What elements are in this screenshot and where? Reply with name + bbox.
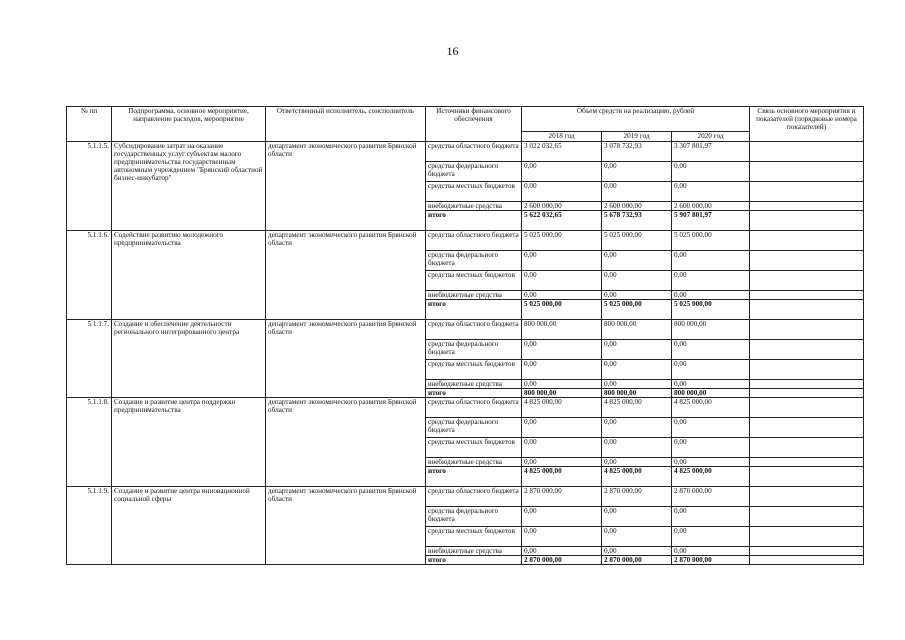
funding-source: средства местных бюджетов	[426, 182, 522, 202]
amount-2020: 0,00	[672, 380, 750, 389]
amount-2019: 4 825 000,00	[602, 467, 672, 487]
funding-source: итого	[426, 467, 522, 487]
table-row	[67, 398, 864, 418]
indicator-link-cell	[750, 487, 864, 507]
funding-source: средства областного бюджета	[426, 231, 522, 251]
indicator-link-cell	[750, 389, 864, 398]
amount-2020: 4 825 000,00	[672, 467, 750, 487]
funding-source: итого	[426, 211, 522, 231]
amount-2020: 0,00	[672, 251, 750, 271]
indicator-link-cell	[750, 340, 864, 360]
amount-2020: 5 907 801,97	[672, 211, 750, 231]
funding-source: средства областного бюджета	[426, 320, 522, 340]
amount-2019: 800 000,00	[602, 320, 672, 340]
amount-2018: 0,00	[522, 271, 602, 291]
amount-2019: 5 025 000,00	[602, 231, 672, 251]
funding-source: средства федерального бюджета	[426, 418, 522, 438]
amount-2019: 0,00	[602, 360, 672, 380]
header-link: Связь основного мероприятия и показателей (порядковые номера показателей)	[750, 107, 864, 142]
funding-source: внебюджетные средства	[426, 202, 522, 211]
item-executor: департамент экономического развития Брянской области	[266, 398, 426, 487]
amount-2018: 5 622 032,65	[522, 211, 602, 231]
item-executor: департамент экономического развития Брянской области	[266, 320, 426, 398]
header-year-2020: 2020 год	[672, 132, 750, 142]
indicator-link-cell	[750, 300, 864, 320]
table-row	[67, 487, 864, 507]
amount-2019: 800 000,00	[602, 389, 672, 398]
amount-2020: 0,00	[672, 182, 750, 202]
indicator-link-cell	[750, 202, 864, 211]
table-body	[67, 142, 864, 565]
funding-source: внебюджетные средства	[426, 291, 522, 300]
header-sources: Источники финансового обеспечения	[426, 107, 522, 142]
amount-2020: 3 307 801,97	[672, 142, 750, 162]
amount-2020: 0,00	[672, 271, 750, 291]
amount-2019: 4 825 000,00	[602, 398, 672, 418]
indicator-link-cell	[750, 467, 864, 487]
amount-2020: 0,00	[672, 507, 750, 527]
amount-2020: 2 870 000,00	[672, 556, 750, 565]
item-name: Субсидирование затрат на оказание государственных услуг субъектам малого предпринимательства государственным автономным учреждением "Брянский областной бизнес-инкубатор"	[112, 142, 266, 231]
funding-source: средства местных бюджетов	[426, 271, 522, 291]
amount-2018: 0,00	[522, 418, 602, 438]
table-row	[67, 142, 864, 162]
amount-2018: 0,00	[522, 291, 602, 300]
amount-2020: 0,00	[672, 418, 750, 438]
amount-2019: 0,00	[602, 162, 672, 182]
indicator-link-cell	[750, 142, 864, 162]
funding-source: средства местных бюджетов	[426, 527, 522, 547]
amount-2020: 800 000,00	[672, 389, 750, 398]
amount-2018: 2 870 000,00	[522, 487, 602, 507]
indicator-link-cell	[750, 231, 864, 251]
amount-2020: 800 000,00	[672, 320, 750, 340]
amount-2019: 0,00	[602, 251, 672, 271]
indicator-link-cell	[750, 320, 864, 340]
amount-2020: 5 025 000,00	[672, 300, 750, 320]
item-code: 5.1.1.8.	[67, 398, 112, 487]
amount-2019: 0,00	[602, 182, 672, 202]
amount-2019: 0,00	[602, 291, 672, 300]
amount-2019: 0,00	[602, 458, 672, 467]
item-executor: департамент экономического развития Брянской области	[266, 142, 426, 231]
amount-2020: 5 025 000,00	[672, 231, 750, 251]
funding-source: средства федерального бюджета	[426, 340, 522, 360]
item-code: 5.1.1.9.	[67, 487, 112, 565]
amount-2020: 2 600 000,00	[672, 202, 750, 211]
table-row	[67, 231, 864, 251]
header-year-2019: 2019 год	[602, 132, 672, 142]
item-name: Создание и развитие центра поддержки предпринимательства	[112, 398, 266, 487]
funding-source: средства местных бюджетов	[426, 360, 522, 380]
amount-2018: 800 000,00	[522, 389, 602, 398]
indicator-link-cell	[750, 380, 864, 389]
amount-2019: 0,00	[602, 271, 672, 291]
amount-2018: 0,00	[522, 438, 602, 458]
amount-2019: 2 600 000,00	[602, 202, 672, 211]
amount-2020: 0,00	[672, 340, 750, 360]
amount-2019: 0,00	[602, 340, 672, 360]
item-executor: департамент экономического развития Брянской области	[266, 487, 426, 565]
amount-2018: 0,00	[522, 182, 602, 202]
funding-source: средства областного бюджета	[426, 398, 522, 418]
amount-2018: 0,00	[522, 162, 602, 182]
indicator-link-cell	[750, 251, 864, 271]
amount-2020: 0,00	[672, 162, 750, 182]
funding-source: внебюджетные средства	[426, 547, 522, 556]
amount-2019: 0,00	[602, 527, 672, 547]
header-volume: Объем средств на реализацию, рублей	[522, 107, 750, 132]
indicator-link-cell	[750, 162, 864, 182]
item-name: Создание и обеспечение деятельности регионального интегрированного центра	[112, 320, 266, 398]
funding-source: средства федерального бюджета	[426, 162, 522, 182]
amount-2018: 4 825 000,00	[522, 467, 602, 487]
funding-source: средства федерального бюджета	[426, 251, 522, 271]
header-executor: Ответственный исполнитель, соисполнитель	[266, 107, 426, 142]
amount-2018: 0,00	[522, 527, 602, 547]
header-year-2018: 2018 год	[522, 132, 602, 142]
indicator-link-cell	[750, 418, 864, 438]
amount-2020: 4 825 000,00	[672, 398, 750, 418]
amount-2019: 0,00	[602, 418, 672, 438]
amount-2019: 0,00	[602, 507, 672, 527]
indicator-link-cell	[750, 182, 864, 202]
funding-source: итого	[426, 389, 522, 398]
amount-2018: 800 000,00	[522, 320, 602, 340]
indicator-link-cell	[750, 211, 864, 231]
indicator-link-cell	[750, 360, 864, 380]
item-code: 5.1.1.7.	[67, 320, 112, 398]
amount-2018: 0,00	[522, 251, 602, 271]
funding-source: средства местных бюджетов	[426, 438, 522, 458]
item-code: 5.1.1.5.	[67, 142, 112, 231]
amount-2019: 3 078 732,93	[602, 142, 672, 162]
funding-source: итого	[426, 556, 522, 565]
amount-2020: 0,00	[672, 438, 750, 458]
budget-table	[66, 106, 864, 565]
amount-2019: 0,00	[602, 547, 672, 556]
funding-source: внебюджетные средства	[426, 380, 522, 389]
indicator-link-cell	[750, 271, 864, 291]
item-name: Содействие развитию молодежного предпринимательства	[112, 231, 266, 320]
indicator-link-cell	[750, 527, 864, 547]
amount-2018: 5 025 000,00	[522, 300, 602, 320]
header-num: № пп	[67, 107, 112, 142]
page-number: 16	[446, 44, 459, 58]
amount-2018: 2 870 000,00	[522, 556, 602, 565]
amount-2018: 0,00	[522, 360, 602, 380]
amount-2018: 2 600 000,00	[522, 202, 602, 211]
funding-source: средства областного бюджета	[426, 487, 522, 507]
funding-source: средства областного бюджета	[426, 142, 522, 162]
indicator-link-cell	[750, 398, 864, 418]
indicator-link-cell	[750, 507, 864, 527]
table-row	[67, 320, 864, 340]
amount-2018: 5 025 000,00	[522, 231, 602, 251]
indicator-link-cell	[750, 547, 864, 556]
item-name: Создание и развитие центра инновационной социальной сферы	[112, 487, 266, 565]
amount-2020: 0,00	[672, 291, 750, 300]
amount-2018: 0,00	[522, 380, 602, 389]
amount-2020: 0,00	[672, 547, 750, 556]
funding-source: итого	[426, 300, 522, 320]
amount-2018: 0,00	[522, 340, 602, 360]
amount-2020: 0,00	[672, 360, 750, 380]
amount-2018: 4 825 000,00	[522, 398, 602, 418]
indicator-link-cell	[750, 458, 864, 467]
amount-2018: 0,00	[522, 458, 602, 467]
amount-2019: 2 870 000,00	[602, 487, 672, 507]
amount-2018: 0,00	[522, 547, 602, 556]
amount-2020: 0,00	[672, 527, 750, 547]
amount-2019: 5 025 000,00	[602, 300, 672, 320]
indicator-link-cell	[750, 291, 864, 300]
amount-2019: 2 870 000,00	[602, 556, 672, 565]
amount-2019: 0,00	[602, 380, 672, 389]
amount-2018: 0,00	[522, 507, 602, 527]
amount-2019: 0,00	[602, 438, 672, 458]
amount-2019: 5 678 732,93	[602, 211, 672, 231]
indicator-link-cell	[750, 438, 864, 458]
amount-2020: 2 870 000,00	[672, 487, 750, 507]
item-executor: департамент экономического развития Брянской области	[266, 231, 426, 320]
funding-source: средства федерального бюджета	[426, 507, 522, 527]
funding-source: внебюджетные средства	[426, 458, 522, 467]
amount-2020: 0,00	[672, 458, 750, 467]
header-program: Подпрограмма, основное мероприятие, направление расходов, мероприятие	[112, 107, 266, 142]
item-code: 5.1.1.6.	[67, 231, 112, 320]
amount-2018: 3 022 032,65	[522, 142, 602, 162]
indicator-link-cell	[750, 556, 864, 565]
